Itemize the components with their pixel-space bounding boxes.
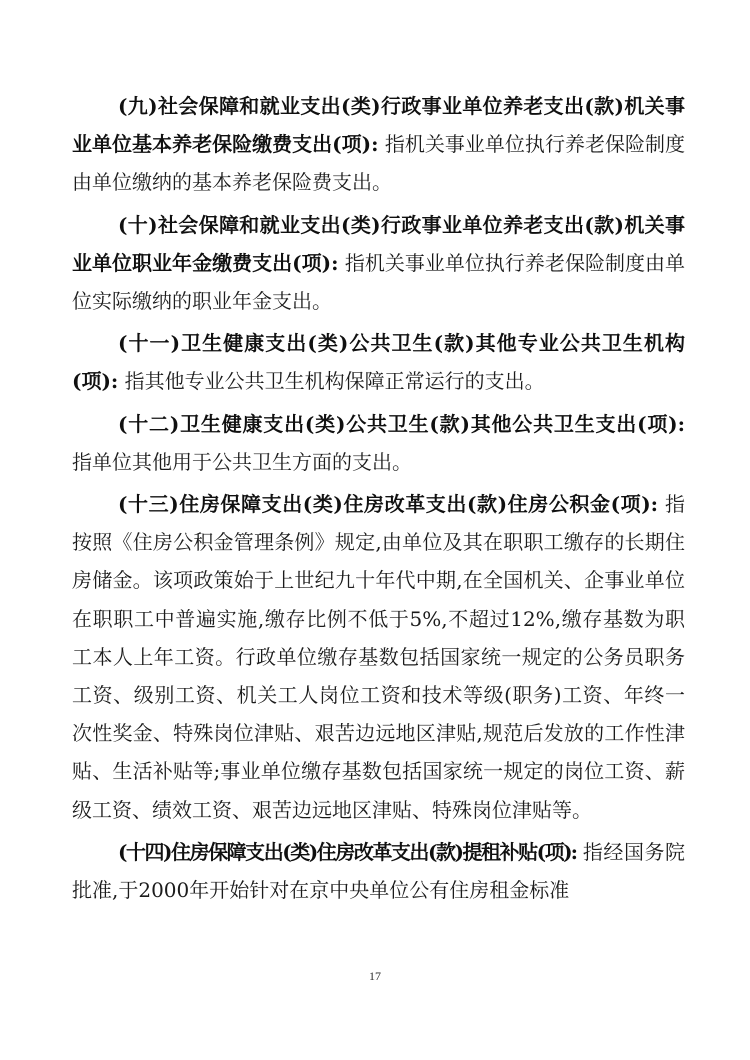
paragraph-item-13 [72,485,685,829]
paragraph-body: 指按照《住房公积金管理条例》规定,由单位及其在职职工缴存的长期住房储金。该项政策始于上世纪九十年代中期,在全国机关、企事业单位在职职工中普遍实施,缴存比例不低于5%,不超过12%,缴存基数为职工本人上年工资。行政单位缴存基数包括国家统一规定的公务员职务工资、级别工资、机关工人岗位工资和技术等级(职务)工资、年终一次性奖金、特殊岗位津贴、艰苦边远地区津贴,规范后发放的工作性津贴、生活补贴等;事业单位缴存基数包括国家统一规定的岗位工资、薪级工资、绩效工资、艰苦边远地区津贴、特殊岗位津贴等。 [72,492,686,822]
text-block [72,87,685,913]
paragraph-item-10 [72,206,685,321]
paragraph-item-9 [72,87,685,202]
paragraph-body: 指机关事业单位执行养老保险制度由单位缴纳的基本养老保险费支出。 [72,132,686,195]
page-number: 17 [369,969,381,983]
paragraph-item-11 [72,324,685,400]
paragraph-body: 指经国务院批准,于2000年开始针对在京中央单位公有住房租金标准 [72,839,686,903]
paragraph-body: 指单位其他用于公共卫生方面的支出。 [72,449,412,474]
paragraph-heading: (十一)卫生健康支出(类)公共卫生(款)其他专业公共卫生机构(项): [72,331,685,394]
paragraph-item-12 [72,405,685,481]
paragraph-heading: (十四)住房保障支出(类)住房改革支出(款)提租补贴(项): [118,839,576,864]
paragraph-heading: (十三)住房保障支出(类)住房改革支出(款)住房公积金(项): [118,492,659,517]
paragraph-body: 指其他专业公共卫生机构保障正常运行的支出。 [124,369,545,394]
paragraph-heading: (十二)卫生健康支出(类)公共卫生(款)其他公共卫生支出(项): [118,411,685,436]
paragraph-item-14 [72,833,685,909]
paragraph-heading: (九)社会保障和就业支出(类)行政事业单位养老支出(款)机关事业单位基本养老保险缴费支出(项): [72,94,685,157]
paragraph-heading: (十)社会保障和就业支出(类)行政事业单位养老支出(款)机关事业单位职业年金缴费支出(项): [72,212,685,275]
paragraph-body: 指机关事业单位执行养老保险制度由单位实际缴纳的职业年金支出。 [72,250,686,314]
